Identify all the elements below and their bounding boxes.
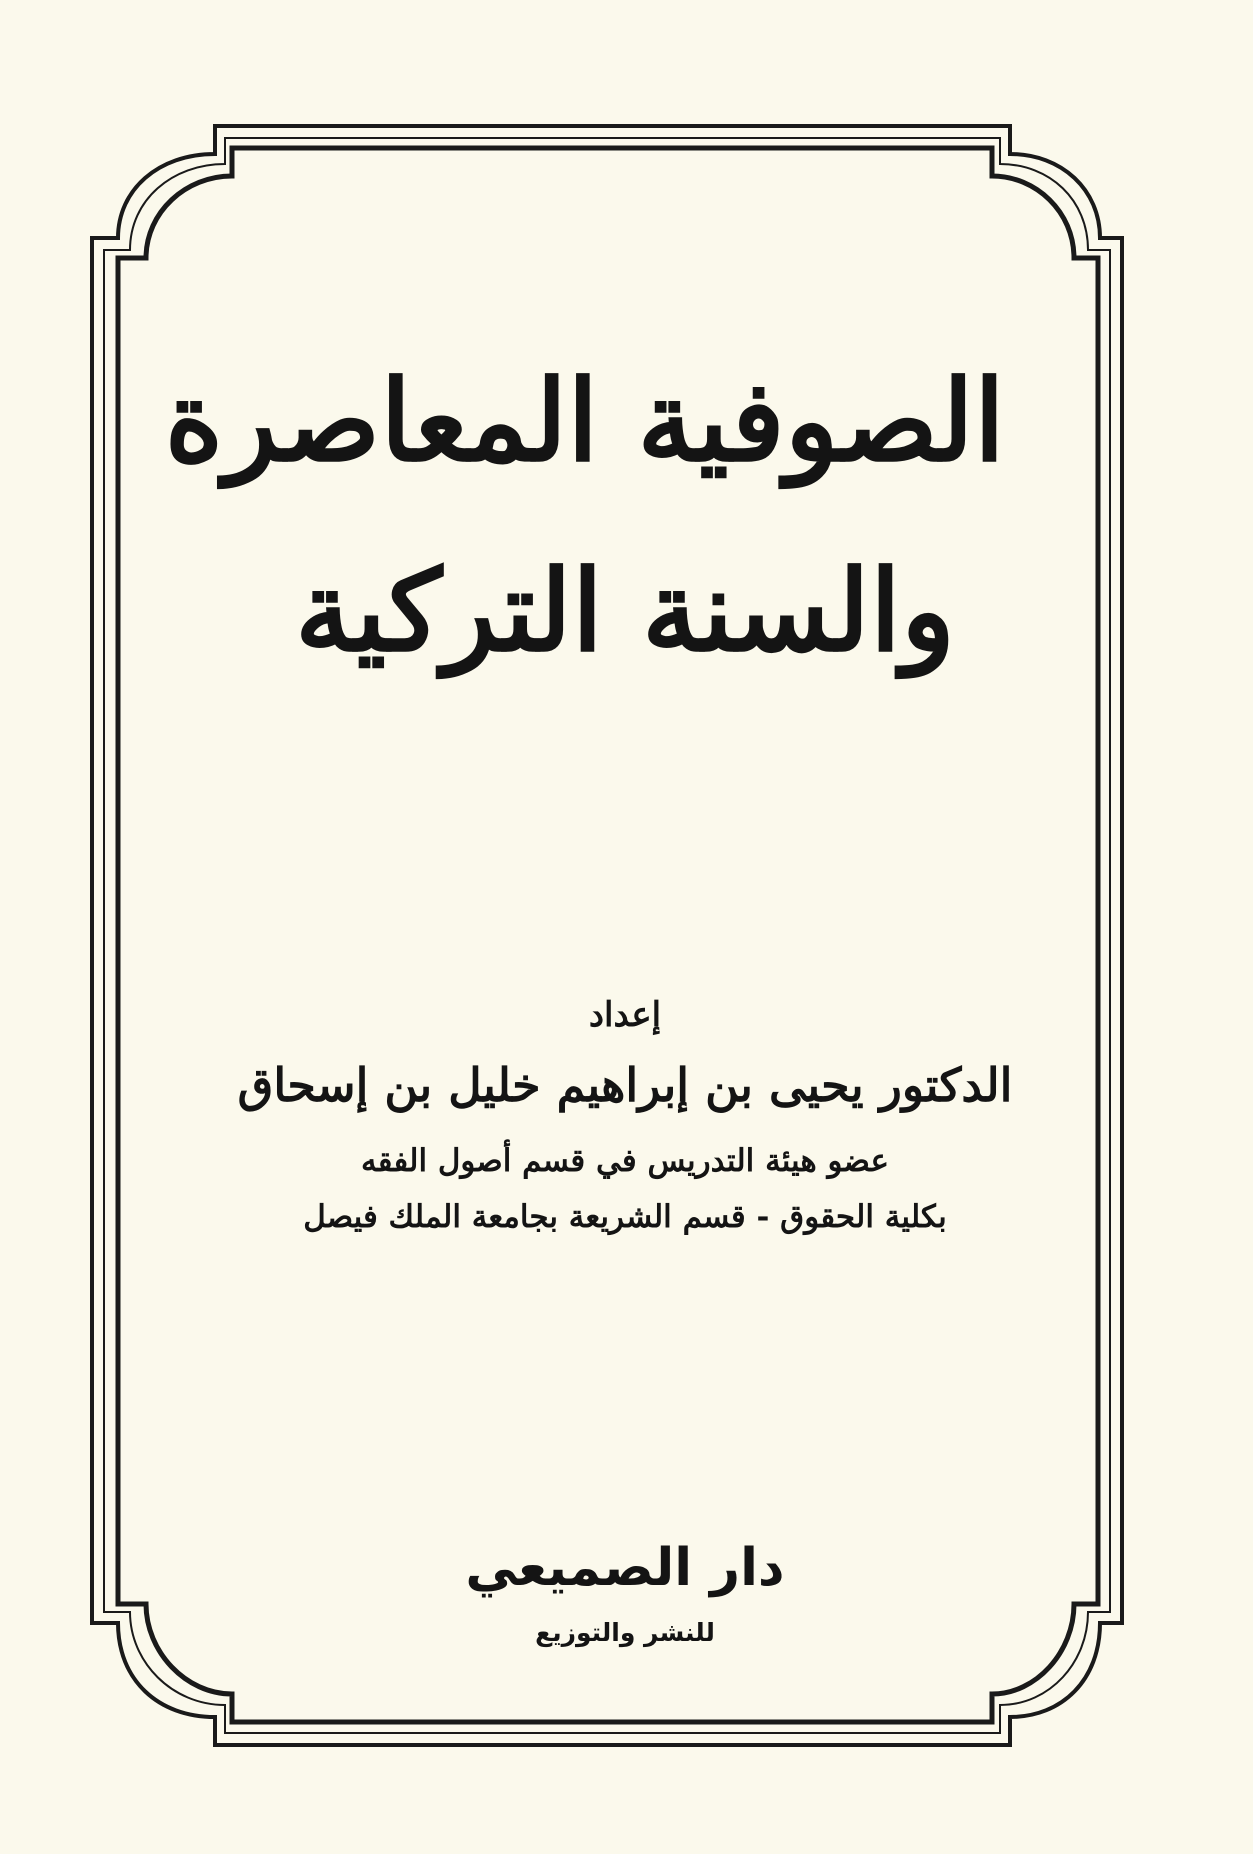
book-title-line-2: والسنة التركية xyxy=(294,546,956,677)
author-affiliation-line-1: عضو هيئة التدريس في قسم أصول الفقه xyxy=(361,1143,889,1179)
publisher-tagline: للنشر والتوزيع xyxy=(535,1618,715,1647)
author-name: الدكتور يحيى بن إبراهيم خليل بن إسحاق xyxy=(237,1058,1013,1112)
author-affiliation-line-2: بكلية الحقوق - قسم الشريعة بجامعة الملك فيصل xyxy=(303,1199,947,1235)
title-page-content xyxy=(150,180,1100,1680)
prepared-by-label: إعداد xyxy=(588,995,662,1035)
book-title-line-1: الصوفية المعاصرة xyxy=(164,356,1005,487)
publisher-name: دار الصميعي xyxy=(465,1538,785,1598)
